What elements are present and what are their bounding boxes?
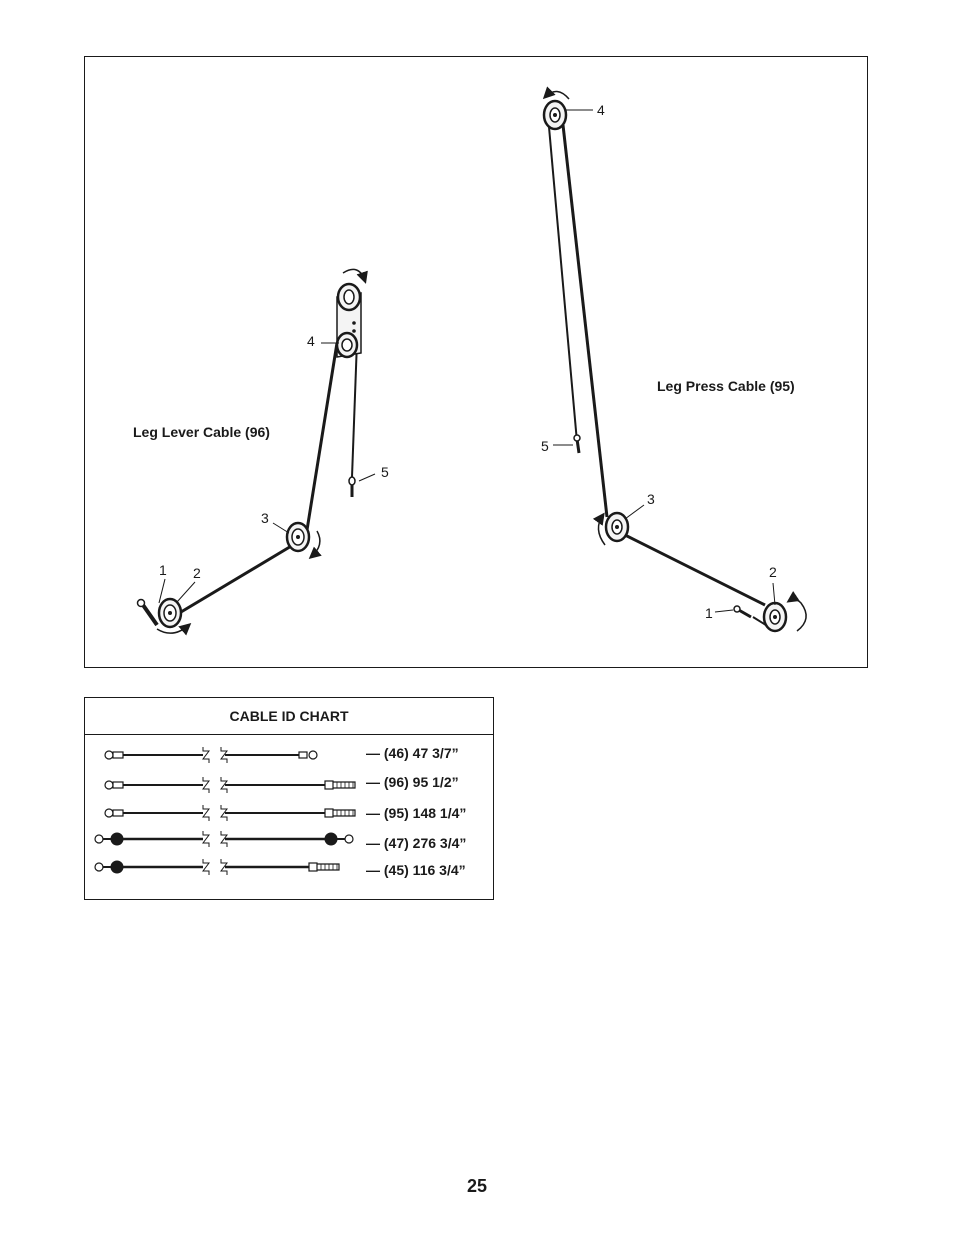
cable-row-96-drawing [105, 777, 355, 793]
leg-press-pulley-3 [606, 513, 628, 541]
leg-lever-bracket-pulley-4 [337, 284, 361, 357]
leg-lever-callout-3: 3 [261, 510, 269, 526]
leg-press-callout-4: 4 [597, 102, 605, 118]
leg-lever-cable-assembly [138, 269, 376, 633]
cable-diagram-frame [84, 56, 868, 668]
leg-press-cable-run [549, 127, 577, 442]
leg-lever-cable-run [352, 341, 357, 477]
rotation-arrow-icon [789, 599, 806, 631]
leg-press-pulley-4 [544, 101, 566, 129]
leg-lever-cable-end-1 [138, 600, 158, 626]
page-number: 25 [466, 1176, 488, 1196]
leg-press-callout-1: 1 [705, 605, 713, 621]
cable-row-47-drawing [95, 831, 353, 847]
rotation-arrow-icon [545, 91, 569, 99]
leg-press-callout-2: 2 [769, 564, 777, 580]
cable-row-label: — (96) 95 1/2” [366, 774, 459, 790]
leg-lever-pulley-3 [287, 523, 309, 551]
leg-lever-cable-end-5 [349, 477, 355, 497]
leg-lever-cable-run [307, 343, 337, 530]
leg-lever-callout-2: 2 [193, 565, 201, 581]
leg-lever-pulley-2 [159, 599, 181, 627]
rotation-arrow-icon [343, 269, 365, 281]
leg-lever-cable-title: Leg Lever Cable (96) [133, 424, 270, 440]
rotation-arrow-icon [598, 515, 605, 545]
cable-id-chart-title: CABLE ID CHART [85, 698, 493, 735]
leg-press-cable-run [563, 125, 607, 517]
leg-press-cable-title: Leg Press Cable (95) [657, 378, 795, 394]
cable-id-chart [84, 697, 494, 900]
cable-row-95-drawing [105, 805, 355, 821]
leg-press-cable-end-1 [734, 606, 751, 617]
cable-row-label: — (95) 148 1/4” [366, 805, 467, 821]
cable-routing-diagram [85, 57, 869, 669]
cable-row-label: — (45) 116 3/4” [366, 862, 466, 878]
cable-row-label: — (47) 276 3/4” [366, 835, 467, 851]
leg-lever-callout-5: 5 [381, 464, 389, 480]
leg-press-cable-assembly [544, 91, 806, 631]
leg-press-cable-end-5 [574, 435, 580, 453]
cable-row-label: — (46) 47 3/7” [366, 745, 459, 761]
cable-row-45-drawing [95, 859, 339, 875]
leg-lever-callout-1: 1 [159, 562, 167, 578]
leg-press-cable-run [625, 535, 765, 605]
leg-press-pulley-2 [764, 603, 786, 631]
cable-row-46-drawing [105, 747, 317, 763]
leg-press-callout-3: 3 [647, 491, 655, 507]
leg-lever-callout-4: 4 [307, 333, 315, 349]
leg-press-callout-5: 5 [541, 438, 549, 454]
rotation-arrow-icon [311, 531, 320, 557]
